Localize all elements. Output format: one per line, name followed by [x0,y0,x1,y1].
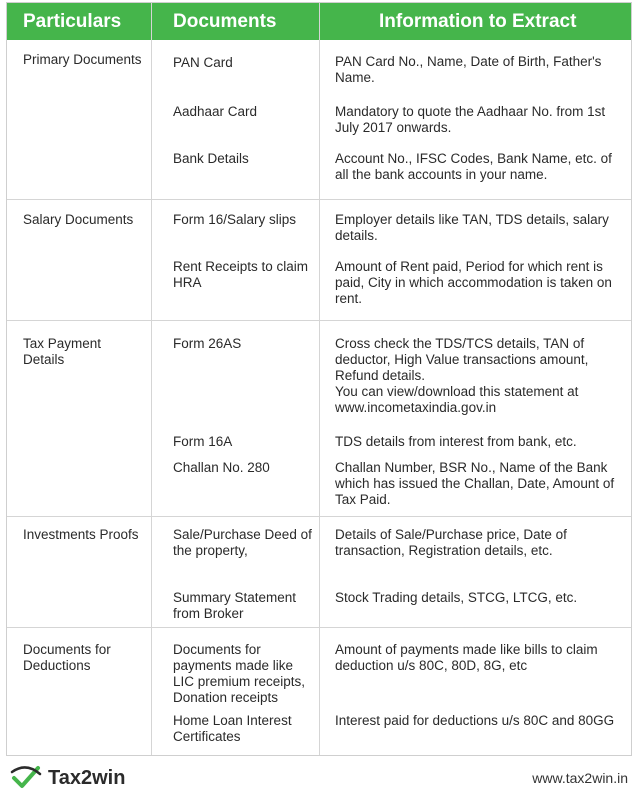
tax2win-logo-icon [10,764,42,792]
document-name: Form 16/Salary slips [173,212,297,227]
document-name: Challan No. 280 [173,460,270,475]
header-information: Information to Extract [379,11,577,32]
document-info: Details of Sale/Purchase price, Date of transaction, Registration details, etc. [335,527,567,558]
header-particulars: Particulars [23,11,122,32]
document-name: Rent Receipts to claim HRA [173,259,309,290]
column-divider [319,3,320,755]
document-info: Stock Trading details, STCG, LTCG, etc. [335,590,578,605]
website-link[interactable]: www.tax2win.in [532,770,628,786]
document-info: Challan Number, BSR No., Name of the Bank which has issued the Challan, Date, Amount of Tax Paid. [335,460,615,507]
document-info: Employer details like TAN, TDS details, salary details. [335,212,609,243]
document-name: Aadhaar Card [173,104,258,119]
document-name: Home Loan Interest Certificates [173,713,292,744]
particular-label: Tax Payment Details [23,336,102,367]
document-info-note: You can view/download this statement at www.incometaxindia.gov.in [335,384,579,415]
document-name: Documents for payments made like LIC premium receipts, Donation receipts [173,642,306,705]
document-name: Form 16A [173,434,233,449]
column-divider [151,3,152,755]
document-info: Interest paid for deductions u/s 80C and 80GG [335,713,615,728]
document-info: Mandatory to quote the Aadhaar No. from 1st July 2017 onwards. [335,104,606,135]
brand-name: Tax2win [48,766,126,789]
document-info: TDS details from interest from bank, etc. [335,434,577,449]
document-name: Summary Statement from Broker [173,590,297,621]
document-name: PAN Card [173,55,233,70]
document-info: PAN Card No., Name, Date of Birth, Father's Name. [335,54,602,85]
particular-label: Documents for Deductions [23,642,111,673]
brand-logo[interactable] [10,764,125,792]
particular-label: Salary Documents [23,212,134,227]
footer [0,756,638,800]
document-name: Form 26AS [173,336,242,351]
document-info: Amount of payments made like bills to claim deduction u/s 80C, 80D, 8G, etc [335,642,598,673]
header-documents: Documents [173,11,277,32]
documents-table [6,2,632,756]
document-name: Bank Details [173,151,249,166]
document-info: Account No., IFSC Codes, Bank Name, etc. of all the bank accounts in your name. [335,151,612,182]
particular-label: Primary Documents [23,52,142,67]
document-name: Sale/Purchase Deed of the property, [173,527,312,558]
document-info: Cross check the TDS/TCS details, TAN of deductor, High Value transactions amount, Refund details. [335,336,589,383]
document-info: Amount of Rent paid, Period for which rent is paid, City in which accommodation is taken on rent. [335,259,612,306]
particular-label: Investments Proofs [23,527,139,542]
